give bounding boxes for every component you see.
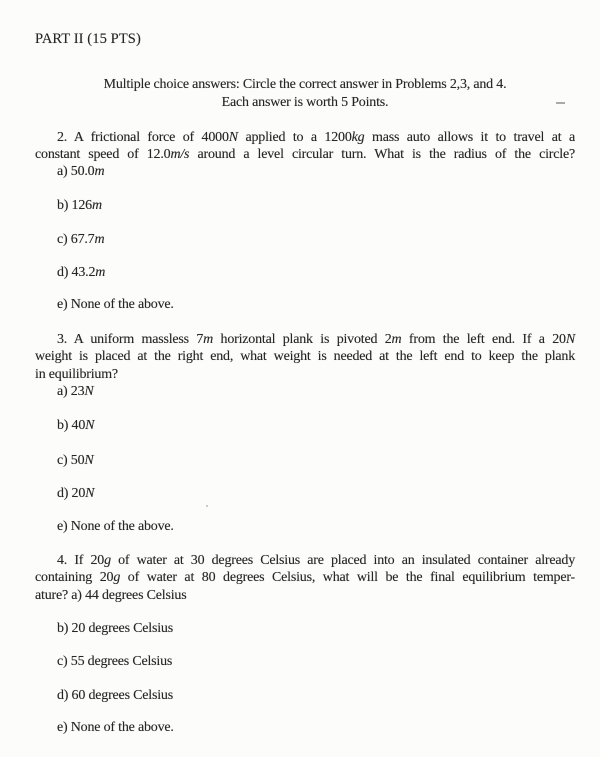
- q3-math-segment: m: [203, 332, 214, 347]
- question-3-line-1: [35, 331, 575, 348]
- question-3-option-c: [35, 452, 575, 469]
- q2-math-segment: kg: [351, 130, 365, 145]
- q4-math-segment: g: [104, 553, 111, 568]
- q2-text-segment: mass auto allows it to travel at a: [364, 130, 576, 145]
- option-unit: N: [84, 384, 94, 399]
- question-4-line-3: ature? a) 44 degrees Celsius: [35, 588, 187, 603]
- question-2-option-d: [35, 264, 575, 281]
- option-text: a) 50.0: [57, 164, 95, 179]
- option-text: d) 20: [57, 486, 86, 501]
- option-text: d) 43.2: [57, 265, 96, 280]
- question-3-option-d: [35, 485, 575, 502]
- question-4-option-e: e) None of the above.: [57, 720, 174, 735]
- q3-math-segment: N: [565, 332, 575, 347]
- part-title: PART II (15 PTS): [35, 31, 141, 47]
- scan-artifact-dot: [206, 505, 208, 507]
- q2-text-segment: 2. A frictional force of 4000: [57, 130, 229, 145]
- question-2-option-e: e) None of the above.: [57, 297, 174, 312]
- option-unit: N: [84, 453, 94, 468]
- question-4-option-c: c) 55 degrees Celsius: [57, 654, 173, 669]
- question-3-line-2: weight is placed at the right end, what weight is needed at the left end to keep the plank: [35, 349, 575, 364]
- q2-math-segment: m/s: [170, 147, 190, 162]
- option-text: b) 126: [57, 198, 92, 213]
- option-text: a) 23: [57, 384, 85, 399]
- option-unit: m: [94, 164, 105, 179]
- option-unit: m: [95, 265, 106, 280]
- q2-text-segment: around a level circular turn. What is the radius of the circle?: [189, 147, 576, 162]
- q2-text-segment: applied to a 1200: [237, 130, 352, 145]
- q3-text-segment: 3. A uniform massless 7: [57, 332, 204, 347]
- option-text: c) 67.7: [57, 232, 95, 247]
- question-2-option-c: [35, 231, 575, 248]
- q3-text-segment: horizontal plank is pivoted 2: [213, 332, 392, 347]
- q4-math-segment: g: [113, 570, 121, 585]
- question-2-line-1: [35, 129, 575, 146]
- question-2-option-a: [35, 163, 575, 180]
- question-3-line-3: in equilibrium?: [35, 367, 118, 382]
- q2-text-segment: constant speed of 12.0: [35, 147, 171, 162]
- option-text: c) 50: [57, 453, 85, 468]
- instructions-line-2: Each answer is worth 5 Points.: [221, 95, 389, 110]
- scan-artifact-dash: [556, 102, 565, 104]
- question-3-option-e: e) None of the above.: [57, 519, 174, 534]
- q4-text-segment: 4. If 20: [57, 553, 105, 568]
- question-4-line-1: [35, 552, 575, 569]
- question-3-option-b: [35, 417, 575, 434]
- option-unit: m: [91, 198, 102, 213]
- question-4-line-2: [35, 569, 575, 586]
- q3-math-segment: m: [391, 332, 402, 347]
- option-unit: m: [94, 232, 105, 247]
- option-text: b) 40: [57, 418, 86, 433]
- question-2-line-2: [35, 146, 575, 163]
- question-2-option-b: [35, 197, 575, 214]
- option-unit: N: [85, 486, 95, 501]
- q3-text-segment: from the left end. If a 20: [401, 332, 566, 347]
- question-4-option-b: b) 20 degrees Celsius: [57, 621, 173, 636]
- q4-text-segment: containing 20: [35, 570, 114, 585]
- q4-text-segment: of water at 30 degrees Celsius are placed into an insulated container already: [110, 553, 575, 568]
- q4-text-segment: of water at 80 degrees Celsius, what will be the final equilibrium temper-: [120, 570, 575, 585]
- q2-math-segment: N: [228, 130, 238, 145]
- question-4-option-d: d) 60 degrees Celsius: [57, 688, 173, 703]
- question-3-option-a: [35, 383, 575, 400]
- instructions-line-1: Multiple choice answers: Circle the correct answer in Problems 2,3, and 4.: [103, 77, 507, 92]
- option-unit: N: [85, 418, 95, 433]
